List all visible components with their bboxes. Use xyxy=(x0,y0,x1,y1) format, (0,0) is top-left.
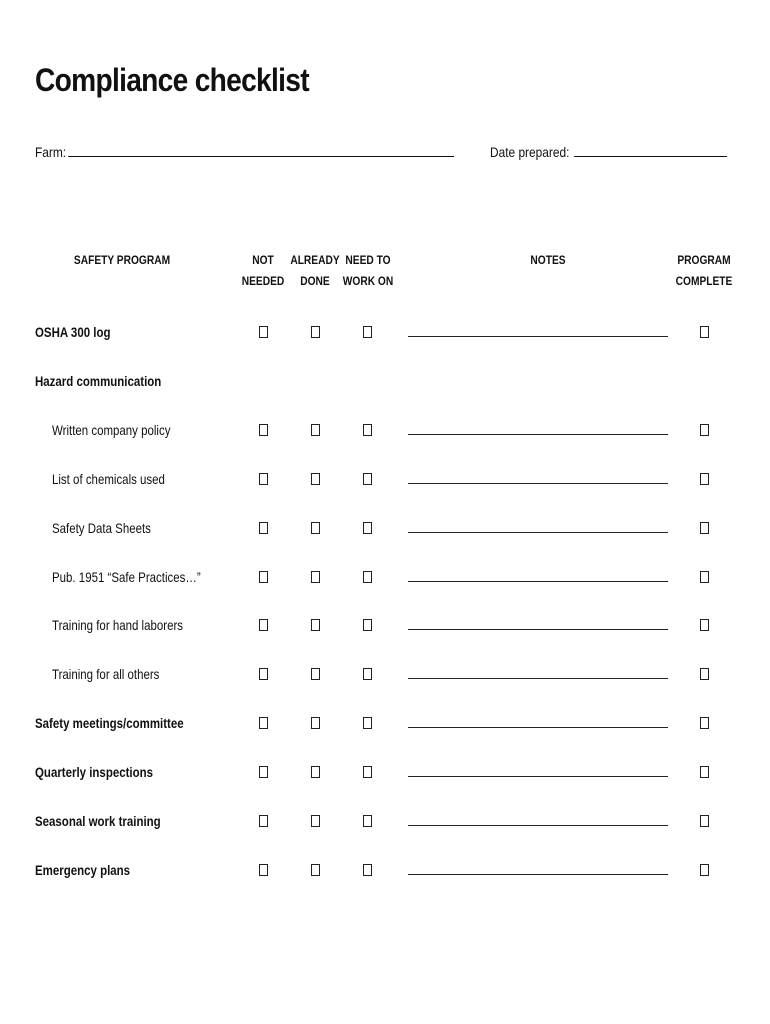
sub-item-label: Training for all others xyxy=(52,666,160,682)
checklist-row xyxy=(0,418,770,442)
program-complete-checkbox[interactable] xyxy=(700,766,709,778)
sub-item-label: Written company policy xyxy=(52,422,171,438)
need-to-work-on-checkbox[interactable] xyxy=(363,473,372,485)
need-to-work-on-checkbox[interactable] xyxy=(363,424,372,436)
notes-line[interactable] xyxy=(408,581,668,582)
program-complete-checkbox[interactable] xyxy=(700,815,709,827)
need-to-work-on-checkbox[interactable] xyxy=(363,864,372,876)
already-done-checkbox[interactable] xyxy=(311,864,320,876)
need-to-work-on-checkbox[interactable] xyxy=(363,766,372,778)
checklist-row xyxy=(0,711,770,735)
sub-item-label: Pub. 1951 “Safe Practices…” xyxy=(52,569,201,585)
not-needed-checkbox[interactable] xyxy=(259,619,268,631)
checklist-row xyxy=(0,320,770,344)
checklist-row xyxy=(0,760,770,784)
date-prepared-blank-line[interactable] xyxy=(574,144,727,157)
program-label: Emergency plans xyxy=(35,862,131,878)
checklist-row xyxy=(0,613,770,637)
already-done-checkbox[interactable] xyxy=(311,766,320,778)
notes-line[interactable] xyxy=(408,727,668,728)
farm-blank-line[interactable] xyxy=(68,144,454,157)
notes-line[interactable] xyxy=(408,678,668,679)
checklist-row xyxy=(0,467,770,491)
header-safety-program: SAFETY PROGRAM xyxy=(73,253,171,267)
program-complete-checkbox[interactable] xyxy=(700,571,709,583)
program-complete-checkbox[interactable] xyxy=(700,619,709,631)
not-needed-checkbox[interactable] xyxy=(259,668,268,680)
header-program-complete: PROGRAM COMPLETE xyxy=(675,253,733,288)
need-to-work-on-checkbox[interactable] xyxy=(363,717,372,729)
already-done-checkbox[interactable] xyxy=(311,668,320,680)
already-done-checkbox[interactable] xyxy=(311,424,320,436)
need-to-work-on-checkbox[interactable] xyxy=(363,326,372,338)
already-done-checkbox[interactable] xyxy=(311,571,320,583)
checklist-row xyxy=(0,516,770,540)
not-needed-checkbox[interactable] xyxy=(259,424,268,436)
program-complete-checkbox[interactable] xyxy=(700,473,709,485)
not-needed-checkbox[interactable] xyxy=(259,864,268,876)
checklist-row xyxy=(0,369,770,393)
program-complete-checkbox[interactable] xyxy=(700,864,709,876)
program-complete-checkbox[interactable] xyxy=(700,668,709,680)
header-not-needed: NOT NEEDED xyxy=(241,253,285,288)
already-done-checkbox[interactable] xyxy=(311,473,320,485)
notes-line[interactable] xyxy=(408,629,668,630)
already-done-checkbox[interactable] xyxy=(311,522,320,534)
not-needed-checkbox[interactable] xyxy=(259,326,268,338)
notes-line[interactable] xyxy=(408,532,668,533)
checklist-row xyxy=(0,858,770,882)
notes-line[interactable] xyxy=(408,776,668,777)
sub-item-label: Training for hand laborers xyxy=(52,617,184,633)
need-to-work-on-checkbox[interactable] xyxy=(363,571,372,583)
notes-line[interactable] xyxy=(408,434,668,435)
page-title: Compliance checklist xyxy=(35,62,309,98)
program-complete-checkbox[interactable] xyxy=(700,717,709,729)
program-complete-checkbox[interactable] xyxy=(700,326,709,338)
already-done-checkbox[interactable] xyxy=(311,326,320,338)
need-to-work-on-checkbox[interactable] xyxy=(363,522,372,534)
not-needed-checkbox[interactable] xyxy=(259,717,268,729)
already-done-checkbox[interactable] xyxy=(311,619,320,631)
already-done-checkbox[interactable] xyxy=(311,815,320,827)
notes-line[interactable] xyxy=(408,336,668,337)
farm-label: Farm: xyxy=(35,144,67,160)
already-done-checkbox[interactable] xyxy=(311,717,320,729)
program-label: Seasonal work training xyxy=(35,813,161,829)
header-need-to-work-on: NEED TO WORK ON xyxy=(342,253,394,288)
need-to-work-on-checkbox[interactable] xyxy=(363,815,372,827)
header-notes: NOTES xyxy=(530,253,566,267)
not-needed-checkbox[interactable] xyxy=(259,766,268,778)
notes-line[interactable] xyxy=(408,483,668,484)
need-to-work-on-checkbox[interactable] xyxy=(363,619,372,631)
notes-line[interactable] xyxy=(408,874,668,875)
date-prepared-field[interactable] xyxy=(490,144,727,160)
not-needed-checkbox[interactable] xyxy=(259,815,268,827)
need-to-work-on-checkbox[interactable] xyxy=(363,668,372,680)
program-label: OSHA 300 log xyxy=(35,324,111,340)
sub-item-label: List of chemicals used xyxy=(52,471,165,487)
notes-line[interactable] xyxy=(408,825,668,826)
checklist-row xyxy=(0,809,770,833)
checklist-row xyxy=(0,662,770,686)
checklist-row xyxy=(0,565,770,589)
not-needed-checkbox[interactable] xyxy=(259,473,268,485)
not-needed-checkbox[interactable] xyxy=(259,571,268,583)
farm-field[interactable] xyxy=(35,144,454,160)
header-already-done: ALREADY DONE xyxy=(290,253,340,288)
not-needed-checkbox[interactable] xyxy=(259,522,268,534)
date-prepared-label: Date prepared: xyxy=(490,144,570,160)
sub-item-label: Safety Data Sheets xyxy=(52,520,151,536)
program-label: Hazard communication xyxy=(35,373,162,389)
program-complete-checkbox[interactable] xyxy=(700,424,709,436)
program-complete-checkbox[interactable] xyxy=(700,522,709,534)
program-label: Safety meetings/committee xyxy=(35,715,184,731)
program-label: Quarterly inspections xyxy=(35,764,154,780)
